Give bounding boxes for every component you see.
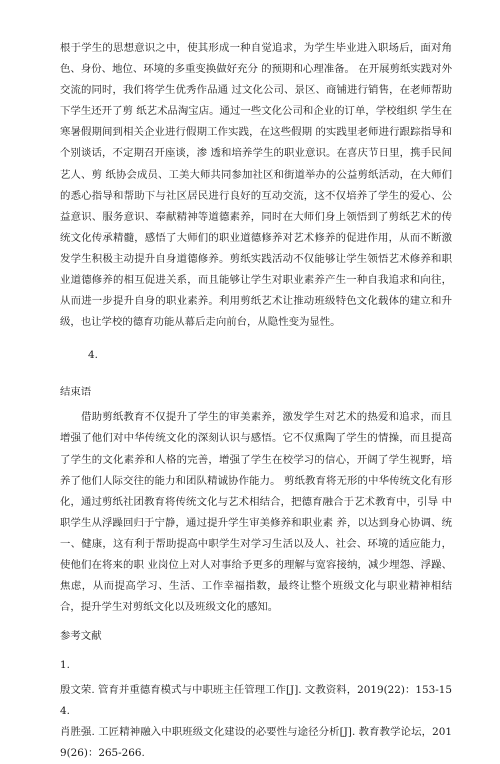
conclusion-heading: 结束语 bbox=[60, 386, 92, 399]
section-number: 4. bbox=[88, 349, 98, 362]
conclusion-paragraph: 借助剪纸教育不仅提升了学生的审美素养，激发学生对艺术的热爱和追求，而且增强了他们对中华传统文化的深刻认识与感悟。它不仅熏陶了学生的情操，而且提高了学生的文化素养和人格的完善，增强了学生在校学习的信心，开阔了学生视野，培养了他们人际交往的能力和团队精诚协作能力。 剪纸教育将无形的中华传统文化有形化，通过剪纸社团教育将传统文化与艺术相结合，把德育融合于艺术教育中，引导 中职学生从浮躁回归于宁静，通过提升学生审美修养和职业素 养，以达到身心协调、统一、健康，这有利于帮助提高中职学生对学习生活以及人、社会、环境的适应能力，使他们在将来的职 业岗位上对人对事给予更多的理解与宽容接纳，减少埋怨、浮躁、焦虑，从而提高学习、生活、工作幸福指数，最终让整个班级文化与职业精神相结合，提升学生对剪纸文化以及班级文化的感知。 bbox=[60, 411, 452, 614]
reference-item-1: 殷文荣. 管育并重德育模式与中职班主任管理工作[J]. 文教资料，2019(22)：153-154. bbox=[60, 684, 452, 718]
reference-item-2: 肖胜强. 工匠精神融入中职班级文化建设的必要性与途径分析[J]. 教育教学论坛，2019(26)：265-266. bbox=[60, 726, 452, 760]
document-page bbox=[60, 38, 452, 764]
reference-number: 1. bbox=[60, 659, 70, 672]
body-paragraph-1: 根于学生的思想意识之中，使其形成一种自觉追求，为学生毕业进入职场后，面对角色、身份、地位、环境的多重变换做好充分 的预期和心理准备。 在开展剪纸实践对外交流的同时，我们将学生优秀作品通 过文化公司、景区、商铺进行销售，在老师帮助下学生还开了剪 纸艺术品淘宝店。通过一些文化公司和企业的订单，学校组织 学生在寒暑假期间到相关企业进行假期工作实践，在这些假期 的实践里老师进行跟踪指导和个别谈话，不定期召开座谈，渗 透和培养学生的职业意识。在喜庆节日里，携手民间艺人、剪 纸协会成员、工美大师共同参加社区和街道举办的公益剪纸活动，在大师们的悉心指导和帮助下与社区居民进行良好的互动交流，这不仅培养了学生的爱心、公益意识、服务意识、奉献精神等道德素养，同时在大师们身上领悟到了剪纸艺术的传统文化传承精髓，感悟了大师们的职业道德修养对艺术修养的促进作用，从而不断激发学生积极主动提升自身道德修养。剪纸实践活动不仅能够让学生领悟艺术修养和职业道德修养的相互促进关系，而且能够让学生对职业素养产生一种自我追求和向往，从而进一步提升自身的职业素养。利用剪纸艺术让推动班级特色文化载体的建立和升级，也让学校的德育功能从幕后走向前台，从隐性变为显性。 bbox=[60, 42, 452, 329]
references-heading: 参考文献 bbox=[60, 630, 102, 643]
